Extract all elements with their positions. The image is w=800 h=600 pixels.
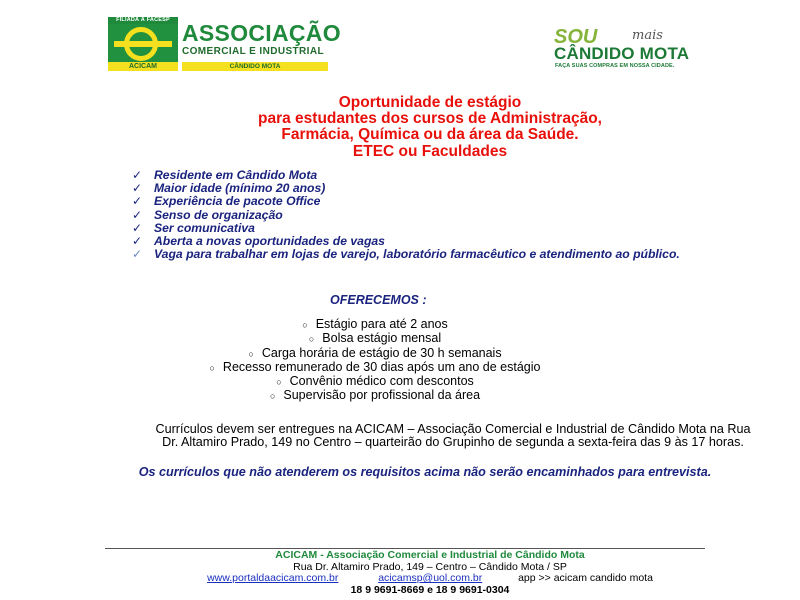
circle-bullet-icon: ○: [308, 334, 315, 345]
circle-bullet-icon: ○: [276, 377, 282, 388]
check-icon: ✓: [132, 168, 143, 182]
check-icon: ✓: [132, 194, 143, 209]
title-line: Oportunidade de estágio: [338, 94, 522, 111]
title-line: para estudantes dos cursos de Administração,: [258, 110, 602, 128]
requirement-text: Maior idade (mínimo 20 anos): [154, 181, 326, 196]
requirements-list: [132, 169, 772, 261]
acicam-acronym: ACICAM: [108, 62, 178, 71]
app-text: app >> acicam candido mota: [518, 572, 653, 584]
list-item: [150, 375, 600, 389]
requirements-warning: Os currículos que não atenderem os requisitos acima não serão encaminhados para entrevista.: [138, 465, 712, 479]
circle-bullet-icon: ○: [248, 348, 254, 359]
requirement-text: Vaga para trabalhar em lojas de varejo, laboratório farmacêutico e atendimento ao público.: [154, 247, 680, 262]
requirement-text: Ser comunicativa: [154, 220, 255, 235]
requirement-text: Aberta a novas oportunidades de vagas: [154, 234, 385, 249]
offers-heading: OFERECEMOS :: [330, 293, 427, 307]
logo-word-mais: mais: [632, 28, 663, 43]
list-item: [150, 318, 600, 332]
requirement-text: Residente em Cândido Mota: [154, 168, 318, 182]
footer-phones: 18 9 9691-8669 e 18 9 9691-0304: [350, 583, 510, 596]
website-link[interactable]: www.portaldaacicam.com.br: [207, 572, 339, 584]
logo-city-name: CÂNDIDO MOTA: [554, 44, 690, 63]
requirement-text: Experiência de pacote Office: [154, 194, 321, 209]
footer: [130, 550, 730, 596]
circle-bullet-icon: ○: [269, 391, 276, 402]
circle-bullet-icon: ○: [302, 320, 308, 330]
offer-text: Supervisão por profissional da área: [283, 388, 481, 403]
footer-links: [130, 573, 730, 585]
check-icon: ✓: [132, 247, 143, 262]
logo-city: CÂNDIDO MOTA: [182, 62, 328, 71]
logo-word-sou: SOU: [554, 26, 598, 48]
affiliation-label: FILIADA À FACESP: [108, 17, 178, 24]
footer-org: ACICAM - Associação Comercial e Industrial de Cândido Mota: [275, 549, 585, 561]
logo-name-line1: ASSOCIAÇÃO: [182, 20, 341, 46]
list-item: [150, 332, 600, 346]
email-link[interactable]: acicamsp@uol.com.br: [378, 572, 483, 584]
offer-text: Recesso remunerado de 30 dias após um ano de estágio: [222, 359, 541, 374]
title-line: Farmácia, Química ou da área da Saúde.: [281, 126, 579, 144]
check-icon: ✓: [132, 234, 143, 249]
list-item: [150, 389, 600, 403]
offer-text: Bolsa estágio mensal: [322, 331, 442, 346]
offer-text: Estágio para até 2 anos: [315, 317, 448, 331]
title-line: ETEC ou Faculdades: [352, 142, 508, 160]
list-item: [132, 248, 772, 261]
check-icon: ✓: [132, 207, 143, 222]
cv-delivery-text: Currículos devem ser entregues na ACICAM – Associação Comercial e Industrial de Cândido Mota na Rua Dr. Altamiro Prado, 149 no Centro – quarteirão do Grupinho de segunda a sexta-feira das 9 às 17 horas.: [155, 422, 751, 450]
offer-text: Convênio médico com descontos: [289, 374, 474, 389]
circle-bullet-icon: ○: [209, 362, 215, 373]
footer-address: Rua Dr. Altamiro Prado, 149 – Centro – Cândido Mota / SP: [293, 560, 567, 573]
list-item: [150, 361, 600, 375]
check-icon: ✓: [132, 181, 143, 196]
sou-mais-candido-mota-logo: [552, 27, 712, 67]
offer-text: Carga horária de estágio de 30 h semanais: [261, 345, 502, 360]
requirement-text: Senso de organização: [154, 207, 283, 222]
page-title: [120, 95, 740, 160]
logo-slogan: FAÇA SUAS COMPRAS EM NOSSA CIDADE.: [555, 63, 675, 69]
check-icon: ✓: [132, 220, 143, 235]
acicam-logo: [108, 17, 341, 70]
offers-list: [150, 318, 600, 404]
logo-name-line2: COMERCIAL E INDUSTRIAL: [182, 46, 324, 57]
acicam-emblem-icon: [108, 24, 178, 63]
list-item: [150, 347, 600, 361]
